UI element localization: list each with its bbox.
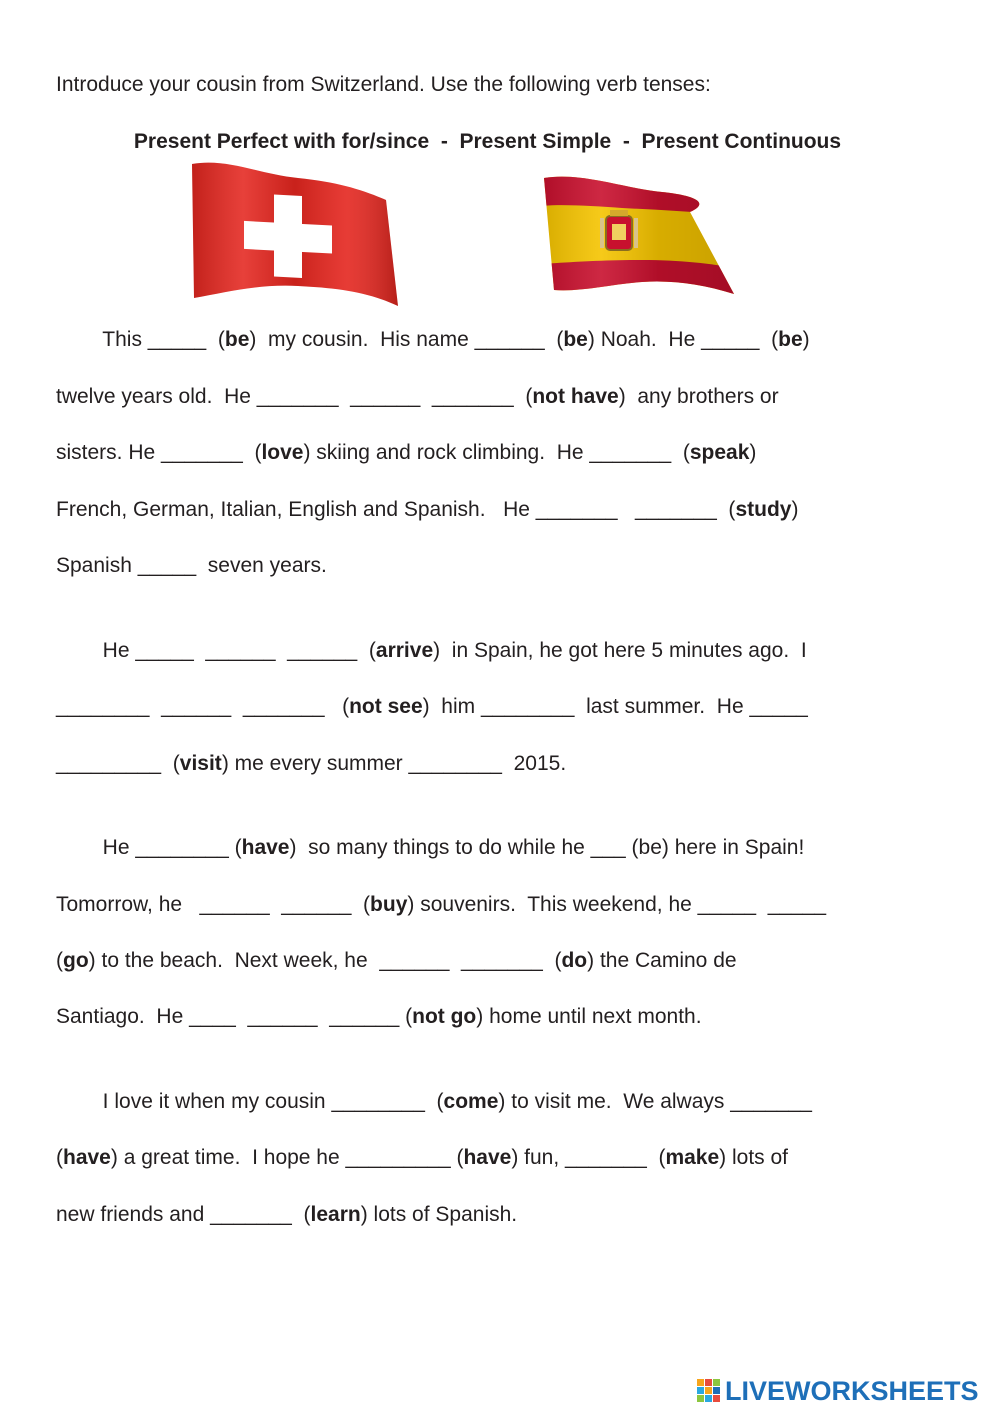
paragraph3-line3: (go) to the beach. Next week, he ______ _______ (do) the Camino de	[56, 949, 737, 972]
verb-tenses-heading: Present Perfect with for/since - Present Simple - Present Continuous	[133, 130, 842, 153]
spanish-flag-icon	[542, 172, 736, 298]
swiss-flag-icon	[188, 160, 400, 310]
liveworksheets-brand: LIVEWORKSHEETS	[725, 1375, 979, 1406]
paragraph4-line1: I love it when my cousin ________ (come) to visit me. We always _______	[56, 1090, 812, 1113]
paragraph1-line1: This _____ (be) my cousin. His name ______ (be) Noah. He _____ (be)	[56, 328, 810, 351]
paragraph1-line3: sisters. He _______ (love) skiing and rock climbing. He _______ (speak)	[56, 441, 757, 464]
paragraph2-line1: He _____ ______ ______ (arrive) in Spain, he got here 5 minutes ago. I	[56, 639, 807, 662]
paragraph2-line3: _________ (visit) me every summer ________ 2015.	[56, 752, 567, 775]
paragraph3-line1: He ________ (have) so many things to do while he ___ (be) here in Spain!	[56, 836, 805, 859]
liveworksheets-logo-icon	[697, 1379, 721, 1403]
paragraph1-line4: French, German, Italian, English and Spanish. He _______ _______ (study)	[56, 498, 799, 521]
paragraph2-line2: ________ ______ _______ (not see) him ________ last summer. He _____	[56, 695, 808, 718]
paragraph1-line2: twelve years old. He _______ ______ _______ (not have) any brothers or	[56, 385, 779, 408]
paragraph4-line3: new friends and _______ (learn) lots of Spanish.	[56, 1203, 518, 1226]
paragraph4-line2: (have) a great time. I hope he _________ (have) fun, _______ (make) lots of	[56, 1146, 789, 1169]
paragraph1-line5: Spanish _____ seven years.	[56, 554, 327, 577]
instruction-text: Introduce your cousin from Switzerland. Use the following verb tenses:	[56, 73, 711, 96]
paragraph3-line2: Tomorrow, he ______ ______ (buy) souvenirs. This weekend, he _____ _____	[56, 893, 827, 916]
paragraph3-line4: Santiago. He ____ ______ ______ (not go) home until next month.	[56, 1005, 702, 1028]
liveworksheets-logo	[697, 1376, 979, 1406]
